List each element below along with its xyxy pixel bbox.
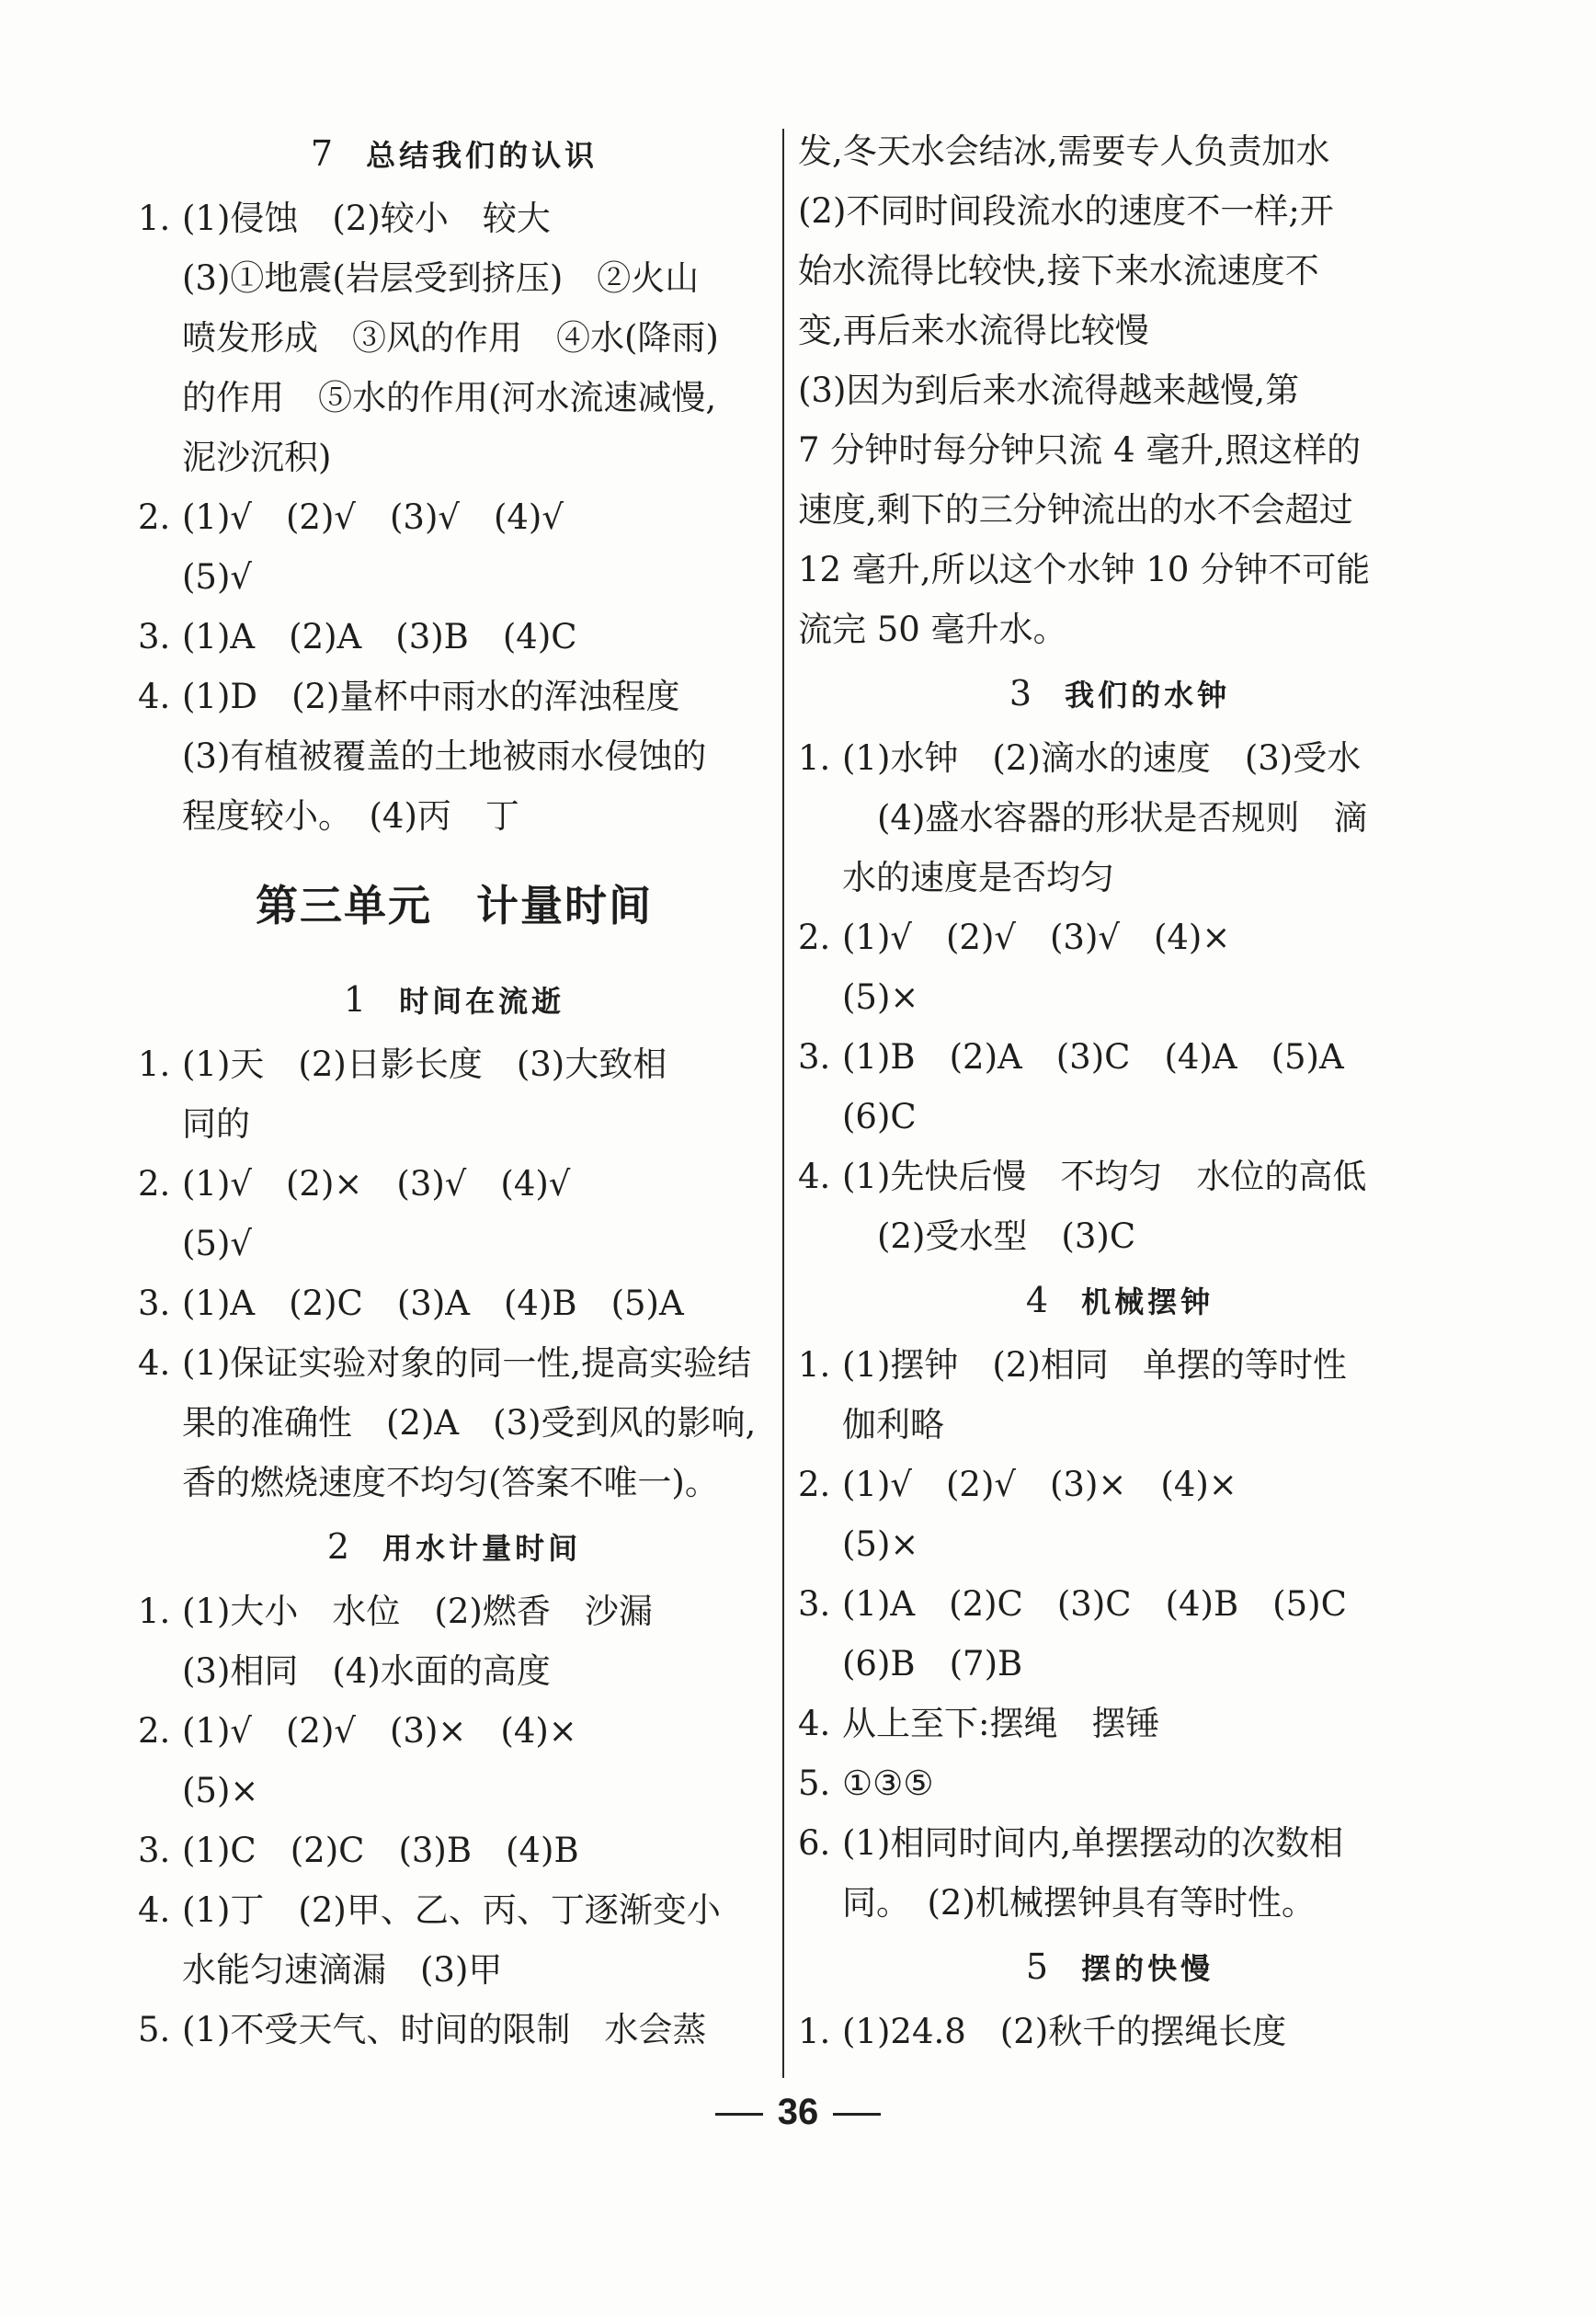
- answer-continuation: [138, 786, 770, 846]
- section-heading-3: [798, 659, 1442, 728]
- item-number: 4.: [138, 677, 171, 716]
- answer-continuation: [138, 368, 770, 428]
- answer-text: 12 毫升,所以这个水钟 10 分钟不可能: [798, 550, 1371, 589]
- answer-text: 7 分钟时每分钟只流 4 毫升,照这样的: [798, 430, 1362, 470]
- answer-text: ①③⑤: [842, 1763, 934, 1803]
- section-title: 我们的水钟: [1065, 678, 1231, 713]
- item-number: 6.: [798, 1823, 831, 1863]
- answer-text: (5)√: [182, 1224, 252, 1263]
- answer-text: (1)√ (2)× (3)√ (4)√: [182, 1164, 571, 1204]
- answer-item: [138, 1034, 770, 1094]
- answer-text: 伽利略: [842, 1405, 944, 1444]
- section-3-answers: [798, 728, 1442, 1266]
- answer-text: (6)B (7)B: [842, 1644, 1023, 1684]
- answer-item: [138, 1333, 770, 1393]
- answer-continuation: [138, 1641, 770, 1701]
- section-heading-1: [138, 965, 770, 1034]
- footer-dash-right: [833, 2113, 881, 2116]
- answer-continuation: [798, 1514, 1442, 1574]
- answer-item: [138, 1581, 770, 1641]
- column-divider: [782, 129, 784, 2078]
- answer-text: (4)盛水容器的形状是否规则 滴: [877, 798, 1368, 838]
- answer-text: 发,冬天水会结冰,需要专人负责加水: [798, 131, 1330, 171]
- answer-continuation: [798, 420, 1442, 480]
- answer-continuation: [138, 1094, 770, 1154]
- answer-text: (1)相同时间内,单摆摆动的次数相: [842, 1823, 1344, 1863]
- answer-item: [798, 1147, 1442, 1206]
- answer-continuation: [798, 848, 1442, 907]
- section-number: 7: [310, 133, 334, 174]
- answer-item: [138, 2000, 770, 2060]
- answer-text: (1)丁 (2)甲、乙、丙、丁逐渐变小: [182, 1890, 721, 1930]
- answer-item: [138, 1820, 770, 1880]
- answer-text: (1)不受天气、时间的限制 水会蒸: [182, 2010, 707, 2049]
- answer-text: 香的燃烧速度不均匀(答案不唯一)。: [182, 1463, 719, 1502]
- answer-item: [138, 667, 770, 726]
- answer-continuation: [138, 1453, 770, 1512]
- answer-text: (1)先快后慢 不均匀 水位的高低: [842, 1157, 1367, 1196]
- answer-text: (1)A (2)C (3)C (4)B (5)C: [842, 1584, 1347, 1624]
- item-number: 1.: [798, 2012, 831, 2051]
- answer-continuation: [798, 1206, 1442, 1266]
- answer-text: (1)大小 水位 (2)燃香 沙漏: [182, 1592, 653, 1631]
- section-title: 用水计量时间: [382, 1531, 582, 1566]
- answer-text: (1)√ (2)√ (3)√ (4)×: [842, 918, 1231, 957]
- continued-answers: [798, 121, 1442, 659]
- item-number: 3.: [138, 1831, 171, 1870]
- section-title: 摆的快慢: [1081, 1951, 1214, 1986]
- answer-item: [138, 1154, 770, 1214]
- item-number: 2.: [138, 497, 171, 537]
- answer-item: [798, 907, 1442, 967]
- answer-text: (6)C: [842, 1097, 917, 1136]
- answer-text: (1)B (2)A (3)C (4)A (5)A: [842, 1037, 1344, 1077]
- item-number: 5.: [138, 2010, 171, 2049]
- answer-text: (1)侵蚀 (2)较小 较大: [182, 199, 551, 238]
- answer-text: (3)因为到后来水流得越来越慢,第: [798, 371, 1300, 410]
- answer-item: [138, 1880, 770, 1940]
- answer-text: (3)相同 (4)水面的高度: [182, 1651, 551, 1691]
- answer-continuation: [798, 480, 1442, 540]
- answer-continuation: [798, 1634, 1442, 1694]
- answer-continuation: [138, 1761, 770, 1820]
- answer-text: 流完 50 毫升水。: [798, 610, 1067, 649]
- answer-item: [798, 2002, 1442, 2061]
- item-number: 1.: [138, 1592, 171, 1631]
- answer-text: 泥沙沉积): [182, 438, 332, 477]
- item-number: 3.: [138, 617, 171, 656]
- answer-text: 程度较小。 (4)丙 丁: [182, 796, 519, 836]
- answer-continuation: [798, 1087, 1442, 1147]
- answer-text: (1)C (2)C (3)B (4)B: [182, 1831, 579, 1870]
- item-number: 4.: [138, 1890, 171, 1930]
- answer-text: 喷发形成 ③风的作用 ④水(降雨): [182, 318, 719, 358]
- section-5-answers: [798, 2002, 1442, 2061]
- section-1-answers: [138, 1034, 770, 1512]
- answer-text: (5)×: [182, 1771, 259, 1810]
- answer-item: [798, 1813, 1442, 1873]
- answer-text: 水能匀速滴漏 (3)甲: [182, 1950, 503, 1990]
- item-number: 2.: [798, 918, 831, 957]
- answer-continuation: [138, 308, 770, 368]
- item-number: 2.: [138, 1164, 171, 1204]
- answer-text: 水的速度是否均匀: [842, 858, 1114, 897]
- answer-continuation: [138, 1393, 770, 1453]
- answer-continuation: [798, 788, 1442, 848]
- answer-item: [798, 1335, 1442, 1395]
- right-column: [798, 121, 1442, 2061]
- answer-continuation: [798, 967, 1442, 1027]
- left-column: [138, 120, 770, 2060]
- answer-text: 从上至下:摆绳 摆锤: [842, 1704, 1160, 1743]
- answer-continuation: [798, 121, 1442, 181]
- answer-item: [798, 1753, 1442, 1813]
- answer-text: 速度,剩下的三分钟流出的水不会超过: [798, 490, 1353, 530]
- item-number: 3.: [798, 1584, 831, 1624]
- item-number: 1.: [138, 199, 171, 238]
- unit-title: 第三单元 计量时间: [256, 881, 653, 930]
- section-heading-4: [798, 1266, 1442, 1335]
- answer-text: 同的: [182, 1104, 250, 1144]
- answer-text: 变,再后来水流得比较慢: [798, 311, 1149, 350]
- answer-continuation: [798, 1395, 1442, 1455]
- answer-item: [798, 1455, 1442, 1514]
- answer-continuation: [798, 360, 1442, 420]
- answer-item: [798, 728, 1442, 788]
- section-2-answers: [138, 1581, 770, 2060]
- answer-text: (1)水钟 (2)滴水的速度 (3)受水: [842, 738, 1362, 778]
- answer-text: (1)√ (2)√ (3)× (4)×: [842, 1465, 1237, 1504]
- answer-text: (3)①地震(岩层受到挤压) ②火山: [182, 258, 700, 298]
- answer-continuation: [138, 1940, 770, 2000]
- item-number: 1.: [798, 738, 831, 778]
- item-number: 4.: [798, 1157, 831, 1196]
- item-number: 5.: [798, 1763, 831, 1803]
- section-heading-2: [138, 1512, 770, 1581]
- section-title: 机械摆钟: [1081, 1284, 1214, 1319]
- answer-text: 同。 (2)机械摆钟具有等时性。: [842, 1883, 1316, 1923]
- section-number: 3: [1009, 673, 1032, 713]
- item-number: 3.: [798, 1037, 831, 1077]
- section-number: 2: [326, 1526, 350, 1567]
- page-number: 36: [777, 2092, 819, 2132]
- answer-item: [138, 487, 770, 547]
- item-number: 4.: [798, 1704, 831, 1743]
- answer-item: [138, 1273, 770, 1333]
- answer-continuation: [798, 540, 1442, 599]
- answer-item: [138, 188, 770, 248]
- section-title: 时间在流逝: [399, 984, 565, 1019]
- item-number: 2.: [798, 1465, 831, 1504]
- answer-text: (5)×: [842, 977, 919, 1017]
- answer-item: [138, 1701, 770, 1761]
- answer-continuation: [138, 726, 770, 786]
- section-4-answers: [798, 1335, 1442, 1933]
- answer-text: (1)√ (2)√ (3)√ (4)√: [182, 497, 564, 537]
- answer-text: 的作用 ⑤水的作用(河水流速减慢,: [182, 378, 717, 417]
- answer-text: (1)24.8 (2)秋千的摆绳长度: [842, 2012, 1287, 2051]
- answer-item: [798, 1694, 1442, 1753]
- answer-text: (5)×: [842, 1524, 919, 1564]
- answer-continuation: [138, 248, 770, 308]
- section-title: 总结我们的认识: [366, 138, 598, 173]
- section-heading-7: [138, 120, 770, 188]
- answer-continuation: [138, 1214, 770, 1273]
- section-number: 5: [1025, 1946, 1049, 1987]
- answer-text: (1)保证实验对象的同一性,提高实验结: [182, 1343, 752, 1383]
- item-number: 4.: [138, 1343, 171, 1383]
- answer-text: (3)有植被覆盖的土地被雨水侵蚀的: [182, 736, 707, 776]
- footer-dash-left: [715, 2113, 763, 2116]
- answer-text: (2)不同时间段流水的速度不一样;开: [798, 191, 1334, 231]
- section-7-answers: [138, 188, 770, 846]
- answer-text: (5)√: [182, 557, 252, 597]
- answer-text: (1)√ (2)√ (3)× (4)×: [182, 1711, 577, 1751]
- page-footer: [0, 2092, 1596, 2133]
- answer-continuation: [138, 428, 770, 487]
- answer-text: (1)D (2)量杯中雨水的浑浊程度: [182, 677, 680, 716]
- item-number: 1.: [798, 1345, 831, 1385]
- answer-continuation: [798, 301, 1442, 360]
- answer-continuation: [798, 1873, 1442, 1933]
- section-number: 4: [1025, 1280, 1049, 1320]
- answer-continuation: [798, 599, 1442, 659]
- answer-text: (2)受水型 (3)C: [877, 1216, 1136, 1256]
- answer-continuation: [798, 181, 1442, 241]
- item-number: 2.: [138, 1711, 171, 1751]
- answer-item: [798, 1027, 1442, 1087]
- answer-item: [138, 607, 770, 667]
- answer-text: (1)摆钟 (2)相同 单摆的等时性: [842, 1345, 1347, 1385]
- answer-text: (1)A (2)A (3)B (4)C: [182, 617, 577, 656]
- item-number: 1.: [138, 1044, 171, 1084]
- answer-text: (1)A (2)C (3)A (4)B (5)A: [182, 1284, 684, 1323]
- item-number: 3.: [138, 1284, 171, 1323]
- section-heading-5: [798, 1933, 1442, 2002]
- answer-continuation: [798, 241, 1442, 301]
- answer-text: (1)天 (2)日影长度 (3)大致相: [182, 1044, 667, 1084]
- answer-item: [798, 1574, 1442, 1634]
- section-number: 1: [343, 979, 367, 1020]
- answer-continuation: [138, 547, 770, 607]
- answer-text: 果的准确性 (2)A (3)受到风的影响,: [182, 1403, 757, 1443]
- answer-text: 始水流得比较快,接下来水流速度不: [798, 251, 1319, 291]
